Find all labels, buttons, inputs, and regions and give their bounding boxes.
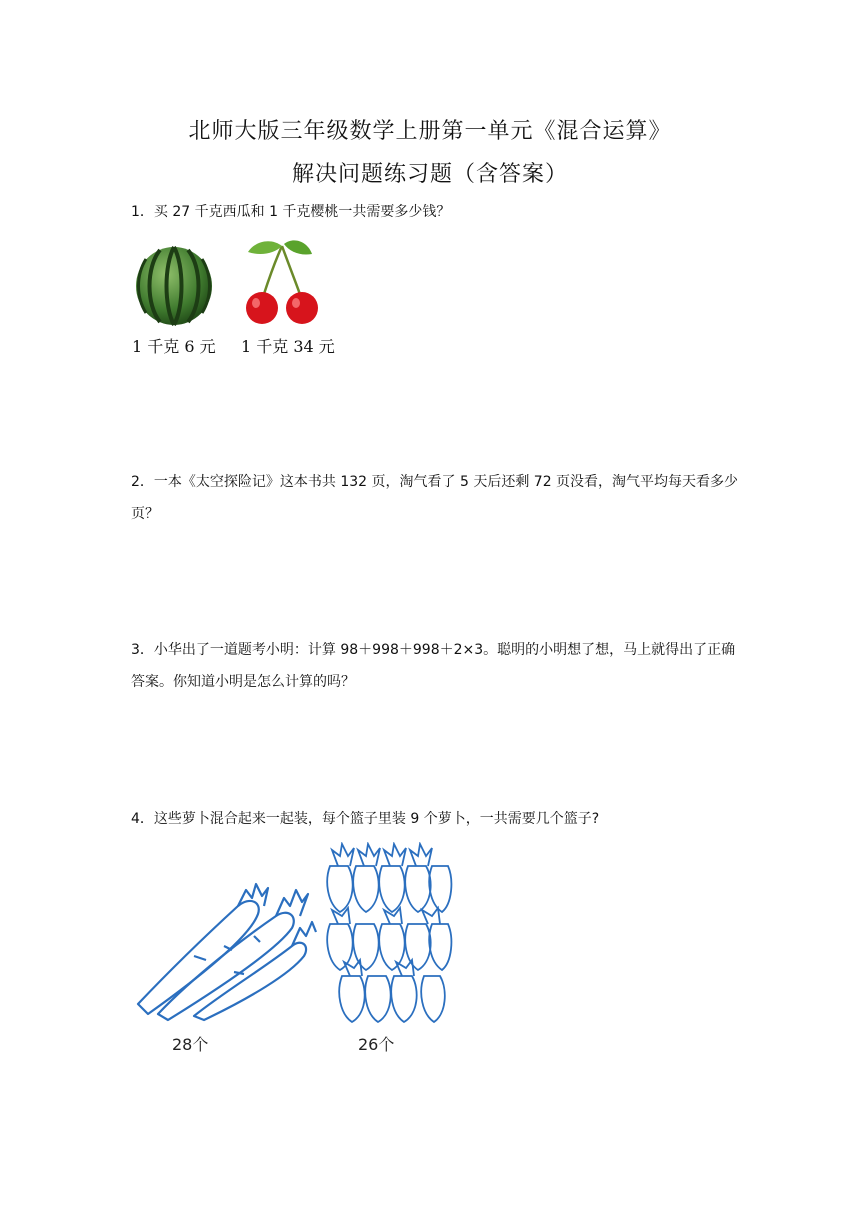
watermelon-icon [134,245,214,327]
page-title: 北师大版三年级数学上册第一单元《混合运算》 [188,119,672,144]
question-4: 4．这些萝卜混合起来一起装，每个篮子里装 9 个萝卜，一共需要几个篮子? [131,811,600,827]
question-2: 2．一本《太空探险记》这本书共 132 页，淘气看了 5 天后还剩 72 页没看，淘气平均每天看多少页？ [131,474,739,522]
page-subtitle: 解决问题练习题（含答案） [291,162,568,187]
carrot-count: 28个 [172,1035,209,1054]
cherry-price: 1 千克 34 元 [241,337,335,356]
question-3: 3．小华出了一道题考小明：计算 98＋998＋998＋2×3。聪明的小明想了想，马上就得出了正确答案。你知道小明是怎么计算的吗？ [131,642,736,690]
question-1: 1．买 27 千克西瓜和 1 千克樱桃一共需要多少钱？ [131,204,451,220]
radish-icon [320,842,454,1024]
radish-count: 26个 [358,1035,395,1054]
watermelon-price: 1 千克 6 元 [132,337,216,356]
cherry-icon [242,238,322,328]
carrot-icon [134,876,320,1022]
